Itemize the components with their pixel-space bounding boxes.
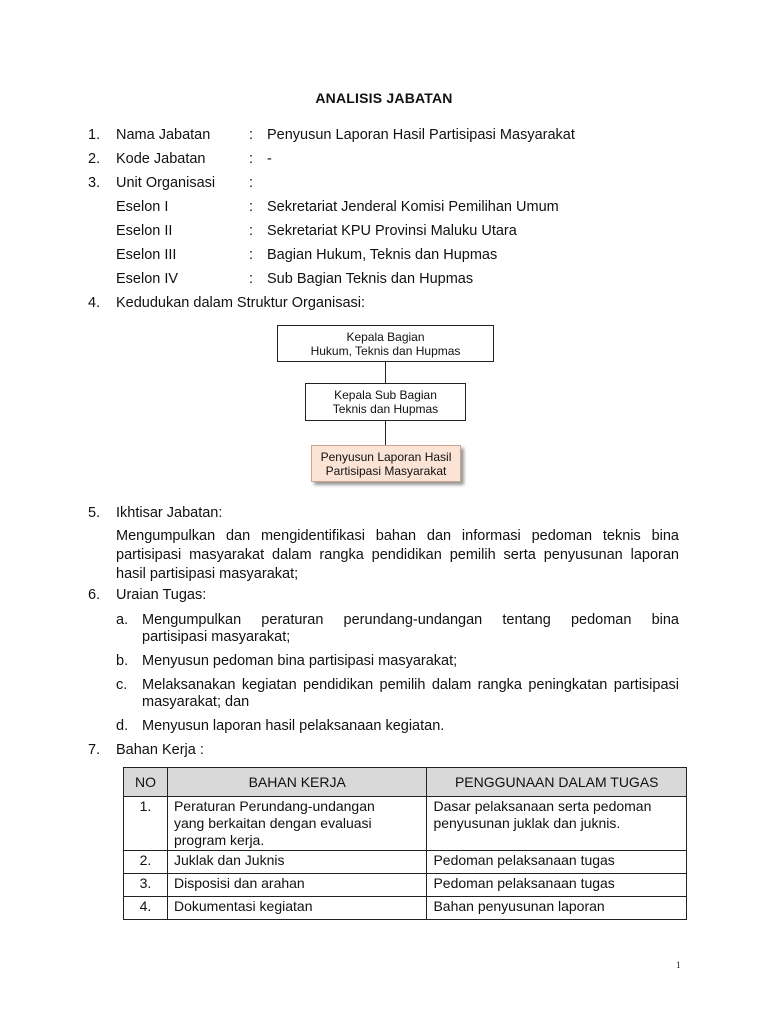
paragraph-line: Mengumpulkan dan mengidentifikasi bahan dan informasi pedoman teknis bina (116, 528, 679, 544)
section-7-number: 7. (88, 742, 101, 758)
field-colon: : (249, 247, 254, 263)
task-letter: d. (116, 718, 129, 734)
field-label: Nama Jabatan (116, 127, 211, 143)
field-number: 1. (88, 127, 101, 143)
bahan-kerja-table (123, 767, 687, 920)
cell-no: 4. (124, 897, 168, 920)
cell-line: Dokumentasi kegiatan (173, 898, 313, 914)
section-4-number: 4. (88, 295, 101, 311)
field-label: Eselon I (116, 199, 169, 215)
org-box-line: Hukum, Teknis dan Hupmas (310, 343, 461, 358)
cell-line: penyusunan juklak dan juknis. (433, 815, 621, 831)
cell-line: Dasar pelaksanaan serta pedoman (433, 798, 652, 814)
org-connector (385, 420, 386, 445)
cell-line: Peraturan Perundang-undangan (173, 798, 375, 814)
cell-penggunaan (427, 897, 687, 920)
cell-no: 1. (124, 797, 168, 851)
cell-penggunaan (427, 797, 687, 851)
field-colon: : (249, 151, 254, 167)
task-line: Menyusun pedoman bina partisipasi masyarakat; (142, 653, 458, 669)
field-colon: : (249, 271, 254, 287)
org-box-line: Penyusun Laporan Hasil (320, 449, 452, 464)
field-colon: : (249, 223, 254, 239)
cell-line: Bahan penyusunan laporan (433, 898, 605, 914)
cell-bahan (167, 897, 426, 920)
section-4-heading: Kedudukan dalam Struktur Organisasi: (116, 295, 366, 311)
field-value: Penyusun Laporan Hasil Partisipasi Masyarakat (267, 127, 575, 143)
field-colon: : (249, 199, 254, 215)
cell-line: Juklak dan Juknis (173, 852, 285, 868)
field-colon: : (249, 127, 254, 143)
cell-no: 2. (124, 851, 168, 874)
org-box-line: Kepala Sub Bagian (334, 388, 437, 402)
org-box-line: Kepala Bagian (346, 329, 425, 344)
field-label: Kode Jabatan (116, 151, 206, 167)
table-row (124, 897, 687, 920)
page-number: 1 (676, 960, 681, 970)
section-7-heading: Bahan Kerja : (116, 742, 204, 758)
field-label: Eselon IV (116, 271, 179, 287)
cell-bahan (167, 874, 426, 897)
field-value: - (267, 151, 272, 167)
field-number: 2. (88, 151, 101, 167)
cell-no: 3. (124, 874, 168, 897)
field-label: Unit Organisasi (116, 175, 216, 191)
task-letter: c. (116, 677, 128, 693)
cell-penggunaan (427, 851, 687, 874)
cell-bahan (167, 797, 426, 851)
cell-line: Pedoman pelaksanaan tugas (433, 875, 615, 891)
field-value: Sub Bagian Teknis dan Hupmas (267, 271, 474, 287)
section-5-number: 5. (88, 505, 101, 521)
task-letter: a. (116, 612, 129, 628)
task-letter: b. (116, 653, 129, 669)
cell-line: program kerja. (173, 832, 265, 848)
table-header-row (124, 768, 687, 797)
org-box-kepala-bagian (277, 325, 494, 362)
field-value: Sekretariat KPU Provinsi Maluku Utara (267, 223, 517, 239)
table-row (124, 874, 687, 897)
org-connector (385, 361, 386, 383)
task-line: Melaksanakan kegiatan pendidikan pemilih dalam rangka peningkatan partisipasi (142, 677, 679, 693)
section-5-heading: Ikhtisar Jabatan: (116, 505, 223, 521)
org-box-line: Partisipasi Masyarakat (325, 463, 447, 478)
paragraph-line: hasil partisipasi masyarakat; (116, 566, 299, 582)
cell-bahan (167, 851, 426, 874)
field-label: Eselon III (116, 247, 177, 263)
cell-line: Pedoman pelaksanaan tugas (433, 852, 615, 868)
org-box-penyusun-laporan (311, 445, 461, 482)
table-row (124, 851, 687, 874)
cell-line: yang berkaitan dengan evaluasi (173, 815, 372, 831)
task-line: Menyusun laporan hasil pelaksanaan kegiatan. (142, 718, 445, 734)
section-6-heading: Uraian Tugas: (116, 587, 207, 603)
task-line: Mengumpulkan peraturan perundang-undangan tentang pedoman bina (142, 612, 679, 628)
paragraph-line: partisipasi masyarakat dalam rangka pendidikan pemilih serta penyusunan laporan (116, 547, 679, 563)
field-value: Bagian Hukum, Teknis dan Hupmas (267, 247, 498, 263)
header-penggunaan: PENGGUNAAN DALAM TUGAS (427, 768, 687, 797)
org-box-kepala-sub-bagian (305, 383, 466, 421)
document-title: ANALISIS JABATAN (315, 90, 453, 106)
header-bahan-kerja: BAHAN KERJA (167, 768, 426, 797)
field-number: 3. (88, 175, 101, 191)
section-6-number: 6. (88, 587, 101, 603)
table-row (124, 797, 687, 851)
org-box-line: Teknis dan Hupmas (332, 402, 439, 416)
field-colon: : (249, 175, 254, 191)
header-no: NO (124, 768, 168, 797)
cell-line: Disposisi dan arahan (173, 875, 305, 891)
task-line: masyarakat; dan (142, 694, 250, 710)
cell-penggunaan (427, 874, 687, 897)
field-value: Sekretariat Jenderal Komisi Pemilihan Umum (267, 199, 559, 215)
field-label: Eselon II (116, 223, 173, 239)
task-line: partisipasi masyarakat; (142, 629, 291, 645)
